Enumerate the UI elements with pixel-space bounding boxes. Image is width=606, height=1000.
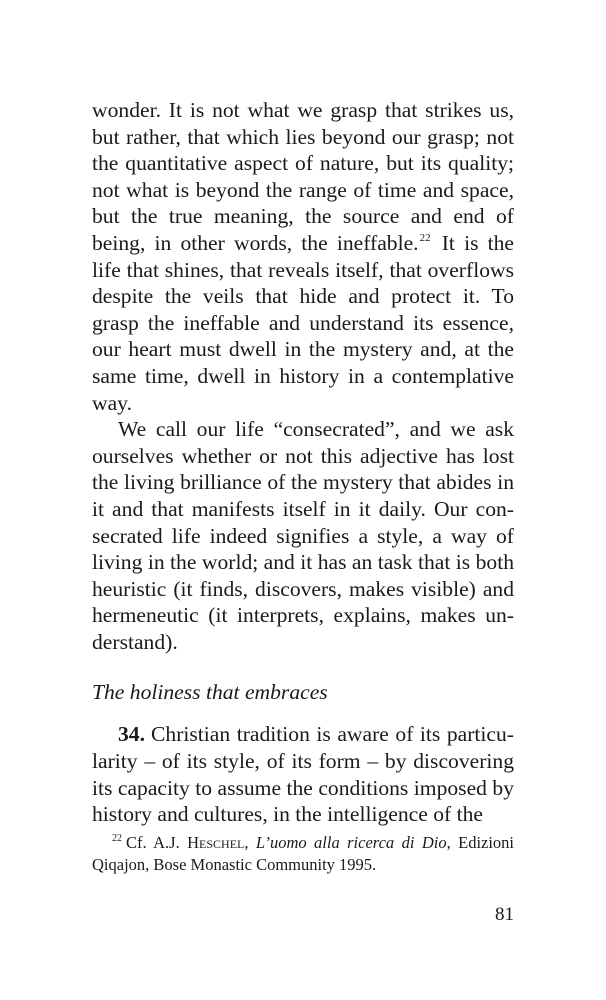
- paragraph: We call our life “consecrated”, and we ask ourselves whether or not this adjective has lost the living brilliance of the mystery that abides in it and that manifests itself in it daily. Our consecrated life indeed signifies a style, a way of living in the world; and it has an task that is both heuristic (it finds, discovers, makes visible) and hermeneutic (it interprets, explains, makes understand).: [92, 417, 514, 654]
- footnote-prefix: Cf. A.J.: [126, 833, 188, 852]
- page-number: 81: [495, 904, 514, 925]
- footnote-separator: ,: [244, 833, 256, 852]
- page-body: [92, 97, 514, 828]
- paragraph-number: 34.: [118, 722, 145, 747]
- paragraph-text: Christian tradition is aware of its particularity – of its style, of its form – by discovering its capacity to assume the conditions imposed by history and cultures, in the intelligence of the: [92, 722, 514, 827]
- footnote-title: L’uomo alla ricerca di Dio: [255, 833, 447, 852]
- footnote-suffix: , Edizioni Qiqajon, Bose Monastic Community 1995.: [92, 833, 515, 874]
- paragraph-text: wonder. It is not what we grasp that strikes us, but rather, that which lies beyond our grasp; not the quantitative aspect of nature, but its quality; not what is beyond the range of time and space, but the true meaning, the source and end of being, in other words, the ineffable.: [92, 98, 514, 255]
- footnote-author: Heschel: [187, 833, 245, 852]
- paragraph: [92, 97, 514, 416]
- section-heading: The holiness that embraces: [92, 680, 328, 705]
- footnote-reference[interactable]: 22: [419, 231, 431, 244]
- footnote: [92, 832, 514, 876]
- paragraph-text-continued: It is the life that shines, that reveals itself, that overflows despite the veils that hide and protect it. To grasp the ineffable and understand its essence, our heart must dwell in the mystery and, at the same time, dwell in history in a contemplative way.: [92, 230, 514, 415]
- numbered-paragraph: [92, 721, 514, 827]
- footnote-marker: 22: [112, 833, 122, 844]
